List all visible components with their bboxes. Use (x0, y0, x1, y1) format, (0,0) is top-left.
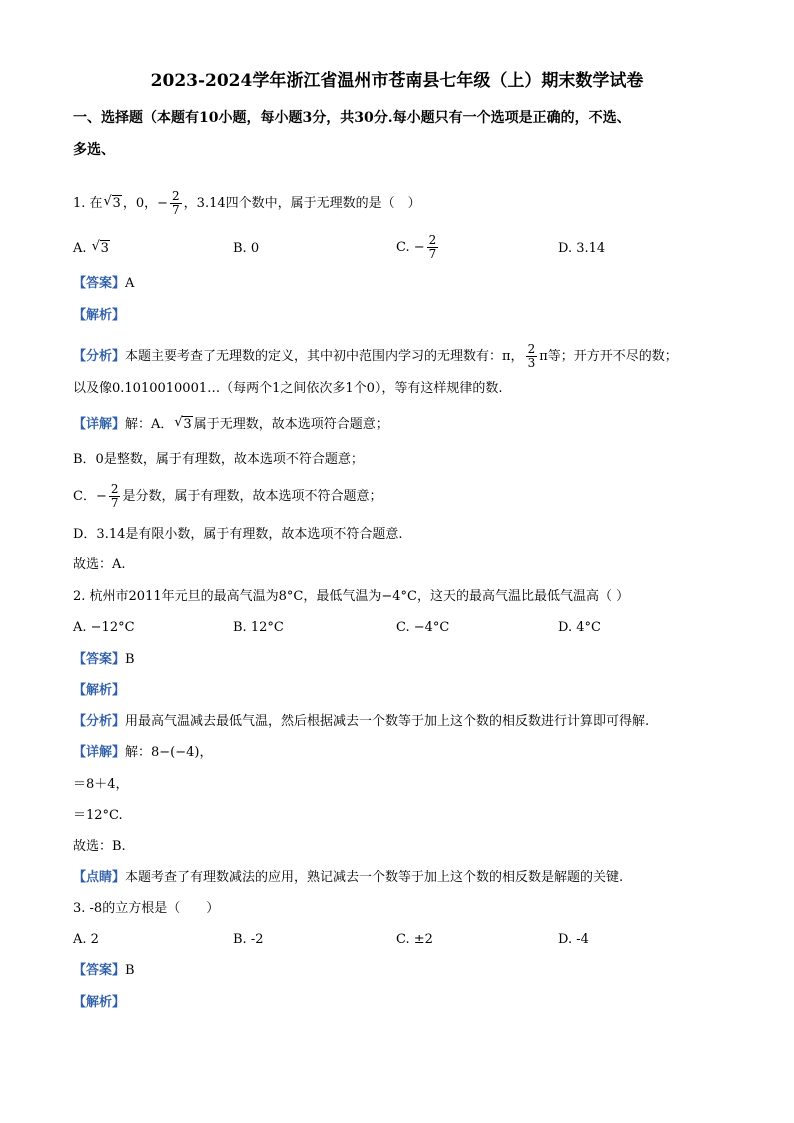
q1-line-b: B．0是整数，属于有理数，故本选项不符合题意； (73, 452, 364, 467)
q3-option-d: D. -4 (558, 932, 589, 947)
q2-answer: 【答案】B (73, 652, 135, 667)
q3-analysis-tag: 【解析】 (73, 995, 126, 1010)
q2-choose: 故选：B. (73, 839, 126, 854)
q2-step-2: ＝12°C. (73, 808, 123, 823)
fraction: $\frac{2}{7}$ (172, 189, 180, 217)
q1-line-d: D．3.14是有限小数，属于有理数，故本选项不符合题意. (73, 527, 403, 542)
page-title: 2023-2024学年浙江省温州市苍南县七年级（上）期末数学试卷 (150, 71, 644, 91)
sqrt-symbol: √ 3 (91, 239, 109, 256)
q1-analysis-tag: 【解析】 (73, 308, 126, 323)
q3-option-a: A. 2 (73, 932, 99, 947)
section-heading-cont: 多选、 (73, 142, 115, 158)
q1-line-c: C．− $\frac{2}{7}$ 是分数，属于有理数，故本选项不符合题意； (73, 482, 383, 510)
fraction: $\frac{2}{7}$ (110, 482, 119, 510)
q2-dianjing: 【点睛】本题考查了有理数减法的应用，熟记减去一个数等于加上这个数的相反数是解题的关键. (73, 870, 624, 885)
q2-fenxi: 【分析】用最高气温减去最低气温，然后根据减去一个数等于加上这个数的相反数进行计算即可得解. (73, 714, 650, 729)
q3-answer: 【答案】B (73, 963, 135, 978)
q2-xiangjie: 【详解】解：8−(−4)， (73, 745, 213, 760)
sqrt-symbol: √ 3 (174, 415, 192, 432)
q2-option-a: A. −12°C (73, 620, 135, 635)
q1-choose: 故选：A. (73, 557, 126, 572)
sqrt-symbol: √ 3 (103, 194, 121, 211)
q1-fenxi-line2: 以及像0.1010010001…（每两个1之间依次多1个0），等有这样规律的数. (73, 381, 503, 396)
fraction: $\frac{2}{3}$ (527, 342, 536, 370)
q3-option-c: C. ±2 (396, 932, 433, 947)
q1-option-b: B. 0 (233, 241, 260, 256)
fraction: $\frac{2}{7}$ (428, 233, 437, 261)
question-1-stem: 1. 在 √ 3 ，0，− $\frac{2}{7}$ ，3.14四个数中，属于无理数的是（ ） (73, 189, 421, 217)
question-3-stem: 3. -8的立方根是（ ） (73, 901, 220, 916)
q1-option-c: C. − $\frac{2}{7}$ (396, 233, 437, 261)
q2-analysis-tag: 【解析】 (73, 683, 126, 698)
section-heading: 一、选择题（本题有10小题，每小题3分，共30分.每小题只有一个选项是正确的，不选、 (73, 110, 631, 126)
q1-answer: 【答案】A (73, 276, 135, 291)
q2-step-1: ＝8＋4， (73, 777, 129, 792)
q1-xiangjie: 【详解】解：A． √ 3 属于无理数，故本选项符合题意； (73, 415, 389, 432)
q2-option-d: D. 4°C (558, 620, 601, 635)
q3-option-b: B. -2 (233, 932, 264, 947)
q2-option-c: C. −4°C (396, 620, 450, 635)
q2-option-b: B. 12°C (233, 620, 284, 635)
question-2-stem: 2. 杭州市2011年元旦的最高气温为8°C，最低气温为−4°C，这天的最高气温比最低气温高（ ） (73, 589, 630, 604)
q1-fenxi: 【分析】本题主要考查了无理数的定义，其中初中范围内学习的无理数有：π， $\frac{2}{3}$ π等；开方开不尽的数； (73, 342, 678, 370)
q1-option-a: A. √ 3 (73, 239, 109, 256)
q1-option-d: D. 3.14 (558, 241, 606, 256)
